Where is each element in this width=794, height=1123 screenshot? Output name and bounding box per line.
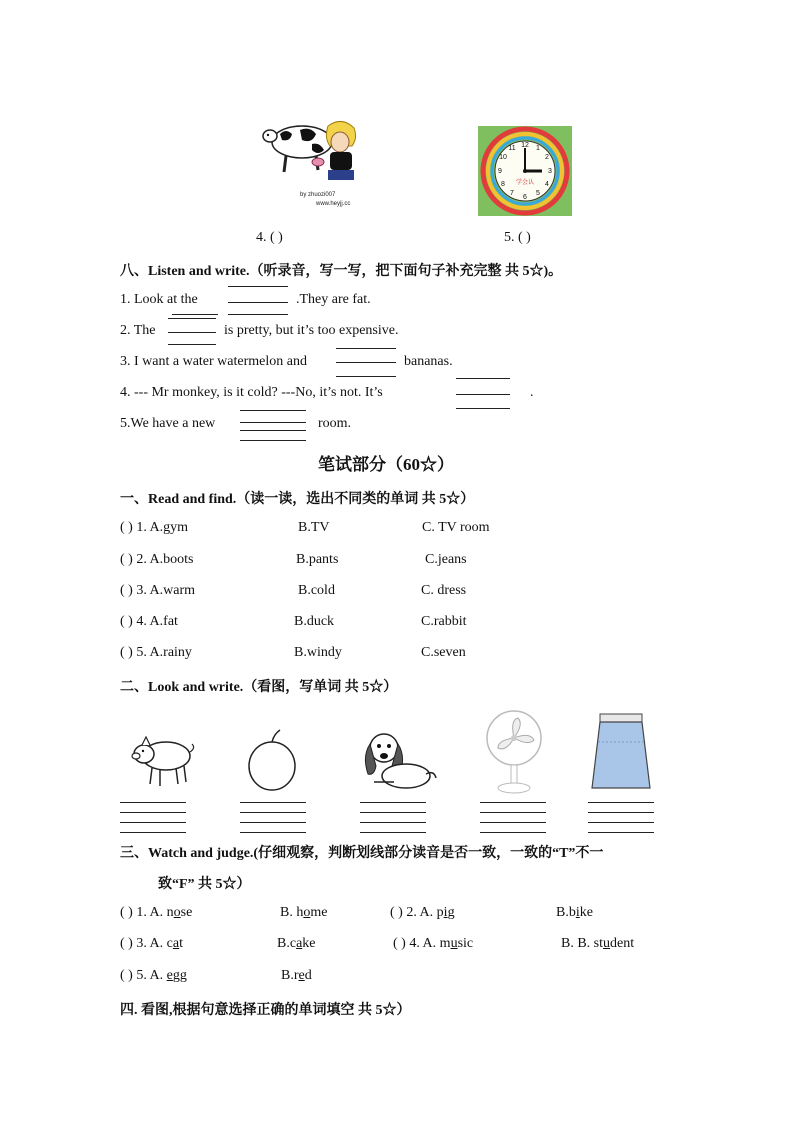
writing-line[interactable]: [120, 812, 186, 813]
judge-item-1-b-pre: B. h: [280, 905, 304, 920]
writing-line[interactable]: [480, 822, 546, 823]
sentence-3-after: bananas.: [404, 354, 453, 369]
judge-item-1-b-post: me: [310, 905, 328, 920]
judge-item-5-b-post: d: [304, 968, 312, 983]
section-8-heading: 八、Listen and write.（听录音，写一写，把下面句子补充完整 共 5☆)。: [120, 264, 563, 279]
svg-text:9: 9: [498, 168, 502, 175]
question-4-answer: 4. ( ): [256, 230, 283, 245]
writing-line[interactable]: [588, 802, 654, 803]
blank-line[interactable]: [336, 348, 396, 349]
writing-line[interactable]: [120, 822, 186, 823]
judge-item-2-num: ( ) 2. A.: [390, 905, 437, 920]
judge-item-3-num: ( ) 3. A.: [120, 936, 167, 951]
judge-item-5-a-underlined: e: [166, 968, 173, 983]
section-1-row-2-c: C.jeans: [425, 552, 467, 567]
dog-picture: [360, 726, 440, 792]
section-1-row-5-b: B.windy: [294, 645, 342, 660]
blank-line[interactable]: [456, 408, 510, 409]
section-1-row-2-a: ( ) 2. A.boots: [120, 552, 194, 567]
section-1-row-1-a: ( ) 1. A.gym: [120, 520, 189, 535]
judge-item-3: [120, 936, 183, 952]
apple-picture: [246, 728, 298, 792]
writing-line[interactable]: [588, 832, 654, 833]
fan-picture: [484, 708, 544, 796]
section-1-row-1-c: C. TV room: [422, 520, 490, 535]
question-5-answer: 5. ( ): [504, 230, 531, 245]
section-1-row-3-a: ( ) 3. A.warm: [120, 583, 196, 598]
judge-item-5: [120, 968, 187, 984]
section-1-row-3-c: C. dress: [421, 583, 467, 598]
judge-item-4-b-underlined: u: [603, 936, 611, 951]
judge-item-4: [393, 936, 473, 952]
judge-item-4-num: ( ) 4. A.: [393, 936, 440, 951]
judge-item-2-a-pre: p: [436, 905, 444, 920]
judge-item-2-a-post: g: [447, 905, 455, 920]
judge-item-2-b-pre: B.b: [556, 905, 576, 920]
section-2-heading: 二、Look and write.（看图，写单词 共 5☆）: [120, 680, 398, 695]
judge-item-3-b: [277, 936, 316, 952]
written-part-title: 笔试部分（60☆）: [318, 455, 454, 474]
blank-line[interactable]: [168, 344, 216, 345]
judge-item-3-a-post: t: [179, 936, 183, 951]
blank-line[interactable]: [172, 314, 218, 315]
judge-item-3-b-underlined: a: [296, 936, 303, 951]
clock-icon: [478, 126, 572, 216]
judge-item-1-b-underlined: o: [303, 905, 311, 920]
svg-text:5: 5: [536, 190, 540, 197]
judge-item-1-b: [280, 905, 327, 921]
blank-line[interactable]: [240, 430, 306, 431]
section-4-heading: 四. 看图,根据句意选择正确的单词填空 共 5☆）: [120, 1003, 411, 1018]
section-1-heading: 一、Read and find.（读一读，选出不同类的单词 共 5☆）: [120, 492, 475, 507]
svg-text:4: 4: [545, 181, 549, 188]
clock-picture: [478, 126, 572, 216]
dog-icon: [360, 726, 440, 792]
writing-line[interactable]: [360, 812, 426, 813]
section-1-row-2-b: B.pants: [296, 552, 339, 567]
writing-line[interactable]: [240, 812, 306, 813]
section-1-row-4-a: ( ) 4. A.fat: [120, 614, 178, 629]
section-3-heading-line-1: 三、Watch and judge.(仔细观察，判断划线部分读音是否一致，一致的“T”不一: [120, 846, 604, 861]
blank-line[interactable]: [240, 422, 306, 423]
judge-item-2-b-underlined: i: [575, 905, 580, 920]
pig-picture: [130, 726, 196, 792]
sentence-1-after: .They are fat.: [296, 292, 371, 307]
judge-item-1-a-underlined: o: [173, 905, 181, 920]
writing-line[interactable]: [240, 822, 306, 823]
judge-item-3-a-pre: c: [166, 936, 173, 951]
judge-item-2-a-underlined: i: [443, 905, 448, 920]
judge-item-4-a-underlined: u: [450, 936, 458, 951]
svg-text:11: 11: [508, 145, 516, 152]
pig-icon: [130, 726, 196, 792]
svg-text:12: 12: [521, 142, 529, 149]
sentence-4-before: 4. --- Mr monkey, is it cold? ---No, it’s not. It’s: [120, 385, 383, 400]
skirt-icon: [588, 712, 654, 792]
writing-line[interactable]: [240, 832, 306, 833]
judge-item-2-b-post: ke: [579, 905, 593, 920]
judge-item-5-b: [281, 968, 312, 984]
judge-item-3-b-pre: B.c: [277, 936, 297, 951]
svg-text:8: 8: [501, 181, 505, 188]
sentence-5-after: room.: [318, 416, 352, 431]
judge-item-2: [390, 905, 455, 921]
sentence-3-before: 3. I want a water watermelon and: [120, 354, 307, 369]
cow-girl-illustration: [262, 112, 368, 212]
judge-item-1-num: ( ) 1. A.: [120, 905, 167, 920]
section-3-heading-line-2: 致“F” 共 5☆）: [158, 877, 251, 892]
judge-item-4-b-post: dent: [610, 936, 635, 951]
section-1-row-4-c: C.rabbit: [421, 614, 467, 629]
svg-text:6: 6: [523, 194, 527, 201]
writing-line[interactable]: [360, 802, 426, 803]
judge-item-1-a-post: se: [180, 905, 193, 920]
judge-item-1: [120, 905, 192, 921]
svg-text:7: 7: [510, 190, 514, 197]
section-1-row-1-b: B.TV: [298, 520, 330, 535]
judge-item-5-num: ( ) 5. A.: [120, 968, 167, 983]
section-1-row-5-a: ( ) 5. A.rainy: [120, 645, 192, 660]
skirt-picture: [588, 712, 654, 792]
sentence-2-before: 2. The: [120, 323, 156, 338]
writing-line[interactable]: [588, 812, 654, 813]
writing-line[interactable]: [480, 812, 546, 813]
judge-item-4-a-post: sic: [457, 936, 474, 951]
blank-line[interactable]: [336, 362, 396, 363]
blank-line[interactable]: [228, 302, 288, 303]
sentence-1-before: 1. Look at the: [120, 292, 198, 307]
blank-line[interactable]: [336, 376, 396, 377]
writing-line[interactable]: [120, 802, 186, 803]
writing-line[interactable]: [120, 832, 186, 833]
writing-line[interactable]: [480, 832, 546, 833]
svg-text:3: 3: [548, 168, 552, 175]
blank-line[interactable]: [228, 286, 288, 287]
sentence-2-after: is pretty, but it’s too expensive.: [224, 323, 399, 338]
svg-text:1: 1: [536, 145, 540, 152]
sentence-4-after: .: [530, 385, 534, 400]
judge-item-5-b-pre: B.r: [281, 968, 299, 983]
blank-line[interactable]: [168, 318, 216, 319]
section-1-row-3-b: B.cold: [298, 583, 335, 598]
svg-text:2: 2: [545, 154, 549, 161]
judge-item-4-b-pre: B. B. st: [561, 936, 604, 951]
cow-credit-1: by zhuozi007: [300, 192, 336, 198]
judge-item-2-b: [556, 905, 593, 921]
judge-item-1-a-pre: n: [166, 905, 174, 920]
fan-icon: [484, 708, 544, 796]
writing-line[interactable]: [480, 802, 546, 803]
writing-line[interactable]: [588, 822, 654, 823]
judge-item-4-b: [561, 936, 634, 952]
judge-item-5-a-post: gg: [172, 968, 187, 983]
apple-icon: [246, 728, 298, 792]
writing-line[interactable]: [360, 822, 426, 823]
judge-item-4-a-pre: m: [439, 936, 451, 951]
section-1-row-5-c: C.seven: [421, 645, 466, 660]
blank-line[interactable]: [168, 332, 216, 333]
writing-line[interactable]: [360, 832, 426, 833]
cow-credit-2: www.heyjj.cc: [316, 201, 351, 207]
clock-face-text: 学会认: [515, 179, 535, 186]
blank-line[interactable]: [240, 440, 306, 441]
blank-line[interactable]: [456, 394, 510, 395]
writing-line[interactable]: [240, 802, 306, 803]
svg-text:10: 10: [499, 154, 507, 161]
sentence-5-before: 5.We have a new: [120, 416, 216, 431]
judge-item-3-b-post: ke: [302, 936, 316, 951]
cow-girl-picture: [262, 112, 368, 212]
blank-line[interactable]: [228, 314, 288, 315]
blank-line[interactable]: [456, 378, 510, 379]
judge-item-3-a-underlined: a: [172, 936, 180, 951]
section-1-row-4-b: B.duck: [294, 614, 335, 629]
judge-item-5-b-underlined: e: [298, 968, 305, 983]
blank-line[interactable]: [240, 410, 306, 411]
